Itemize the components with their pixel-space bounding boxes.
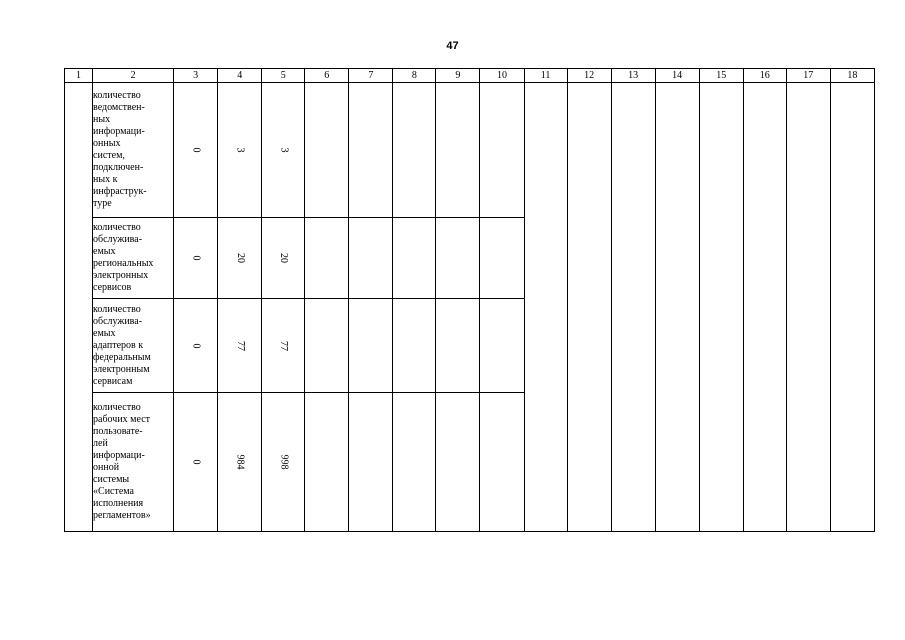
table-cell [480, 83, 524, 218]
table-cell [436, 83, 480, 218]
header-cell: 1 [65, 69, 93, 83]
table-cell [655, 83, 699, 532]
table-cell [830, 83, 874, 532]
header-cell: 5 [262, 69, 305, 83]
value-col3: 0 [174, 299, 218, 393]
table-cell [65, 83, 93, 532]
table-cell [567, 83, 611, 532]
table-cell [305, 218, 349, 299]
table-row [65, 83, 875, 218]
table-cell [305, 393, 349, 532]
header-cell: 7 [349, 69, 393, 83]
value-col4: 20 [218, 218, 262, 299]
row-description: количество рабочих мест пользовате- лей информаци- онной системы «Система исполнения регламентов» [93, 393, 174, 532]
table-cell [436, 299, 480, 393]
page-number: 47 [446, 40, 459, 52]
table-cell [743, 83, 786, 532]
table-cell [349, 299, 393, 393]
table-cell [436, 218, 480, 299]
value-col4: 3 [218, 83, 262, 218]
header-cell: 10 [480, 69, 524, 83]
data-table [64, 68, 875, 532]
header-cell: 11 [524, 69, 567, 83]
table-cell [305, 83, 349, 218]
table-cell [699, 83, 743, 532]
table-cell [480, 218, 524, 299]
header-cell: 14 [655, 69, 699, 83]
value-col5: 998 [262, 393, 305, 532]
table-cell [349, 393, 393, 532]
row-description: количество обслужива- емых региональных электронных сервисов [93, 218, 174, 299]
table-cell [305, 299, 349, 393]
table-cell [349, 83, 393, 218]
table-cell [611, 83, 655, 532]
value-col3: 0 [174, 83, 218, 218]
header-cell: 3 [174, 69, 218, 83]
header-cell: 4 [218, 69, 262, 83]
header-cell: 15 [699, 69, 743, 83]
header-cell: 8 [393, 69, 436, 83]
table-cell [393, 218, 436, 299]
value-col5: 3 [262, 83, 305, 218]
header-cell: 18 [830, 69, 874, 83]
table-cell [393, 299, 436, 393]
value-col4: 984 [218, 393, 262, 532]
table-cell [786, 83, 830, 532]
value-col5: 20 [262, 218, 305, 299]
header-cell: 12 [567, 69, 611, 83]
table-cell [436, 393, 480, 532]
table-cell [349, 218, 393, 299]
header-row [65, 69, 875, 83]
value-col3: 0 [174, 393, 218, 532]
table-cell [393, 393, 436, 532]
header-cell: 9 [436, 69, 480, 83]
row-description: количество обслужива- емых адаптеров к федеральным электронным сервисам [93, 299, 174, 393]
header-cell: 13 [611, 69, 655, 83]
table-cell [480, 393, 524, 532]
header-cell: 6 [305, 69, 349, 83]
table-cell [393, 83, 436, 218]
table-cell [480, 299, 524, 393]
header-cell: 17 [786, 69, 830, 83]
value-col4: 77 [218, 299, 262, 393]
row-description: количество ведомствен- ных информаци- онных систем, подключен- ных к инфраструк- туре [93, 83, 174, 218]
table-cell [524, 83, 567, 532]
value-col3: 0 [174, 218, 218, 299]
header-cell: 2 [93, 69, 174, 83]
value-col5: 77 [262, 299, 305, 393]
header-cell: 16 [743, 69, 786, 83]
